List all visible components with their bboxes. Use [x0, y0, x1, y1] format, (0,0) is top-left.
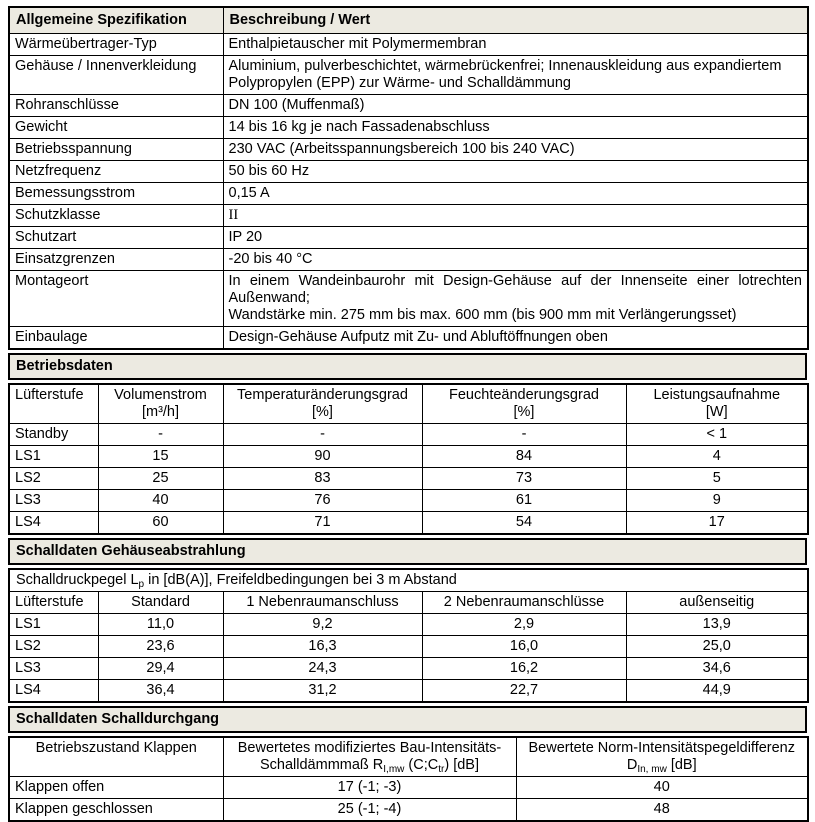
column-header-norm-intensitaetspegeldifferenz: Bewertete Norm-Intensitätspegeldifferenz $D_{In, mw}$ [dB]	[516, 737, 808, 777]
gehaeuseabstrahlung-table	[8, 568, 809, 703]
spec-label: Gehäuse / Innenverkleidung	[9, 56, 223, 95]
schalldruckpegel-note-row	[9, 569, 808, 592]
cell: 5	[626, 468, 808, 490]
spec-row-rohranschluesse	[9, 95, 808, 117]
cell: 54	[422, 512, 626, 535]
cell: 40	[516, 777, 808, 799]
column-header-luefterstufe: Lüfterstufe	[9, 384, 98, 424]
subscript-inmw: In, mw	[637, 764, 667, 775]
subscript-imw: I,mw	[383, 764, 405, 775]
spec-label: Gewicht	[9, 117, 223, 139]
spec-row-einsatzgrenzen	[9, 249, 808, 271]
gehaeuseabstrahlung-header-row	[9, 592, 808, 614]
cell: 71	[223, 512, 422, 535]
spec-label: Montageort	[9, 271, 223, 327]
spec-value: DN 100 (Muffenmaß)	[223, 95, 808, 117]
spec-label: Wärmeübertrager-Typ	[9, 34, 223, 56]
cell: 61	[422, 490, 626, 512]
spec-row-netzfrequenz	[9, 161, 808, 183]
cell: 76	[223, 490, 422, 512]
spec-row-betriebsspannung	[9, 139, 808, 161]
spec-label: Schutzart	[9, 227, 223, 249]
cell: 60	[98, 512, 223, 535]
spec-value-line: In einem Wandeinbaurohr mit Design-Gehäuse auf der Innenseite einer lotrechten	[228, 273, 802, 289]
gehaeuseabstrahlung-row-ls4	[9, 680, 808, 703]
schalldruckpegel-note: Schalldruckpegel $L_p$ in [dB(A)], Freifeldbedingungen bei 3 m Abstand	[9, 569, 808, 592]
spec-label: Schutzklasse	[9, 205, 223, 227]
cell: Standby	[9, 424, 98, 446]
cell: -	[223, 424, 422, 446]
spec-row-schutzklasse	[9, 205, 808, 227]
cell: 9	[626, 490, 808, 512]
spec-label: Einsatzgrenzen	[9, 249, 223, 271]
column-header-leistungsaufnahme: Leistungsaufnahme [W]	[626, 384, 808, 424]
spec-label: Rohranschlüsse	[9, 95, 223, 117]
section-title: Schalldaten Gehäuseabstrahlung	[9, 539, 806, 564]
column-header-feuchteaenderungsgrad: Feuchteänderungsgrad [%]	[422, 384, 626, 424]
cell: LS1	[9, 446, 98, 468]
subscript-p: p	[138, 579, 145, 590]
general-spec-header-col2: Beschreibung / Wert	[223, 7, 808, 34]
cell: 48	[516, 799, 808, 822]
spec-value: II	[223, 205, 808, 227]
spec-value: -20 bis 40 °C	[223, 249, 808, 271]
spec-row-gehaeuse	[9, 56, 808, 95]
schalldurchgang-section-header	[8, 706, 807, 733]
cell: 17	[626, 512, 808, 535]
cell: 34,6	[626, 658, 808, 680]
cell: < 1	[626, 424, 808, 446]
spec-label: Einbaulage	[9, 327, 223, 350]
cell: 13,9	[626, 614, 808, 636]
column-header-temperaturaenderungsgrad: Temperaturänderungsgrad [%]	[223, 384, 422, 424]
column-header-aussenseitig: außenseitig	[626, 592, 808, 614]
cell: 16,3	[223, 636, 422, 658]
cell: 15	[98, 446, 223, 468]
cell: 90	[223, 446, 422, 468]
betriebsdaten-row-ls3	[9, 490, 808, 512]
schalldurchgang-row-klappen-geschlossen	[9, 799, 808, 822]
spec-value: 14 bis 16 kg je nach Fassadenabschluss	[223, 117, 808, 139]
cell: 2,9	[422, 614, 626, 636]
cell: LS4	[9, 680, 98, 703]
cell: LS1	[9, 614, 98, 636]
cell: 16,2	[422, 658, 626, 680]
betriebsdaten-row-ls1	[9, 446, 808, 468]
spec-row-waermeuebertrager	[9, 34, 808, 56]
cell: -	[98, 424, 223, 446]
cell: LS4	[9, 512, 98, 535]
spec-row-einbaulage	[9, 327, 808, 350]
spec-value	[223, 271, 808, 327]
cell: 73	[422, 468, 626, 490]
spec-row-schutzart	[9, 227, 808, 249]
gehaeuseabstrahlung-row-ls1	[9, 614, 808, 636]
betriebsdaten-row-ls2	[9, 468, 808, 490]
gehaeuseabstrahlung-section-header	[8, 538, 807, 565]
cell: Klappen geschlossen	[9, 799, 223, 822]
general-spec-header-col1: Allgemeine Spezifikation	[9, 7, 223, 34]
cell: 25	[98, 468, 223, 490]
cell: LS3	[9, 490, 98, 512]
subscript-tr: tr	[438, 764, 445, 775]
schalldurchgang-table	[8, 736, 809, 822]
cell: 22,7	[422, 680, 626, 703]
spec-value: Aluminium, pulverbeschichtet, wärmebrückenfrei; Innenauskleidung aus expandiertem Polypropylen (EPP) zur Wärme- und Schalldämmung	[223, 56, 808, 95]
cell: Klappen offen	[9, 777, 223, 799]
general-spec-table	[8, 6, 809, 350]
spec-row-gewicht	[9, 117, 808, 139]
cell: 9,2	[223, 614, 422, 636]
column-header-betriebszustand-klappen: Betriebszustand Klappen	[9, 737, 223, 777]
cell: 11,0	[98, 614, 223, 636]
betriebsdaten-table	[8, 383, 809, 535]
cell: 23,6	[98, 636, 223, 658]
column-header-2-nebenraumanschluesse: 2 Nebenraumanschlüsse	[422, 592, 626, 614]
spec-label: Bemessungsstrom	[9, 183, 223, 205]
cell: 24,3	[223, 658, 422, 680]
schalldurchgang-header-row	[9, 737, 808, 777]
spec-value-line: Wandstärke min. 275 mm bis max. 600 mm (bis 900 mm mit Verlängerungsset)	[228, 307, 737, 323]
gehaeuseabstrahlung-row-ls2	[9, 636, 808, 658]
cell: 25,0	[626, 636, 808, 658]
cell: 4	[626, 446, 808, 468]
column-header-1-nebenraumanschluss: 1 Nebenraumanschluss	[223, 592, 422, 614]
spec-value: 0,15 A	[223, 183, 808, 205]
spec-value: Design-Gehäuse Aufputz mit Zu- und Abluftöffnungen oben	[223, 327, 808, 350]
column-header-bau-intensitaets-schalldaemmmass: Bewertetes modifiziertes Bau-Intensitäts- Schalldämmmaß $R_{I,mw}$ $(C;C_{tr})$ [dB]	[223, 737, 516, 777]
spec-row-montageort	[9, 271, 808, 327]
betriebsdaten-section-header	[8, 353, 807, 380]
betriebsdaten-row-standby	[9, 424, 808, 446]
schalldurchgang-row-klappen-offen	[9, 777, 808, 799]
spec-value: 50 bis 60 Hz	[223, 161, 808, 183]
spec-value: 230 VAC (Arbeitsspannungsbereich 100 bis 240 VAC)	[223, 139, 808, 161]
cell: 31,2	[223, 680, 422, 703]
gehaeuseabstrahlung-row-ls3	[9, 658, 808, 680]
cell: 40	[98, 490, 223, 512]
cell: LS3	[9, 658, 98, 680]
cell: 84	[422, 446, 626, 468]
cell: 16,0	[422, 636, 626, 658]
cell: 25 (-1; -4)	[223, 799, 516, 822]
column-header-volumenstrom: Volumenstrom [m³/h]	[98, 384, 223, 424]
betriebsdaten-row-ls4	[9, 512, 808, 535]
spec-value: Enthalpietauscher mit Polymermembran	[223, 34, 808, 56]
cell: 83	[223, 468, 422, 490]
cell: LS2	[9, 636, 98, 658]
spec-row-bemessungsstrom	[9, 183, 808, 205]
cell: 36,4	[98, 680, 223, 703]
cell: 17 (-1; -3)	[223, 777, 516, 799]
cell: LS2	[9, 468, 98, 490]
section-title: Schalldaten Schalldurchgang	[9, 707, 806, 732]
column-header-luefterstufe: Lüfterstufe	[9, 592, 98, 614]
general-spec-header-row	[9, 7, 808, 34]
column-header-standard: Standard	[98, 592, 223, 614]
spec-value: IP 20	[223, 227, 808, 249]
cell: 44,9	[626, 680, 808, 703]
spec-value-line: Außenwand;	[228, 290, 310, 306]
spec-label: Netzfrequenz	[9, 161, 223, 183]
cell: -	[422, 424, 626, 446]
section-title: Betriebsdaten	[9, 354, 806, 379]
spec-label: Betriebsspannung	[9, 139, 223, 161]
betriebsdaten-header-row	[9, 384, 808, 424]
cell: 29,4	[98, 658, 223, 680]
